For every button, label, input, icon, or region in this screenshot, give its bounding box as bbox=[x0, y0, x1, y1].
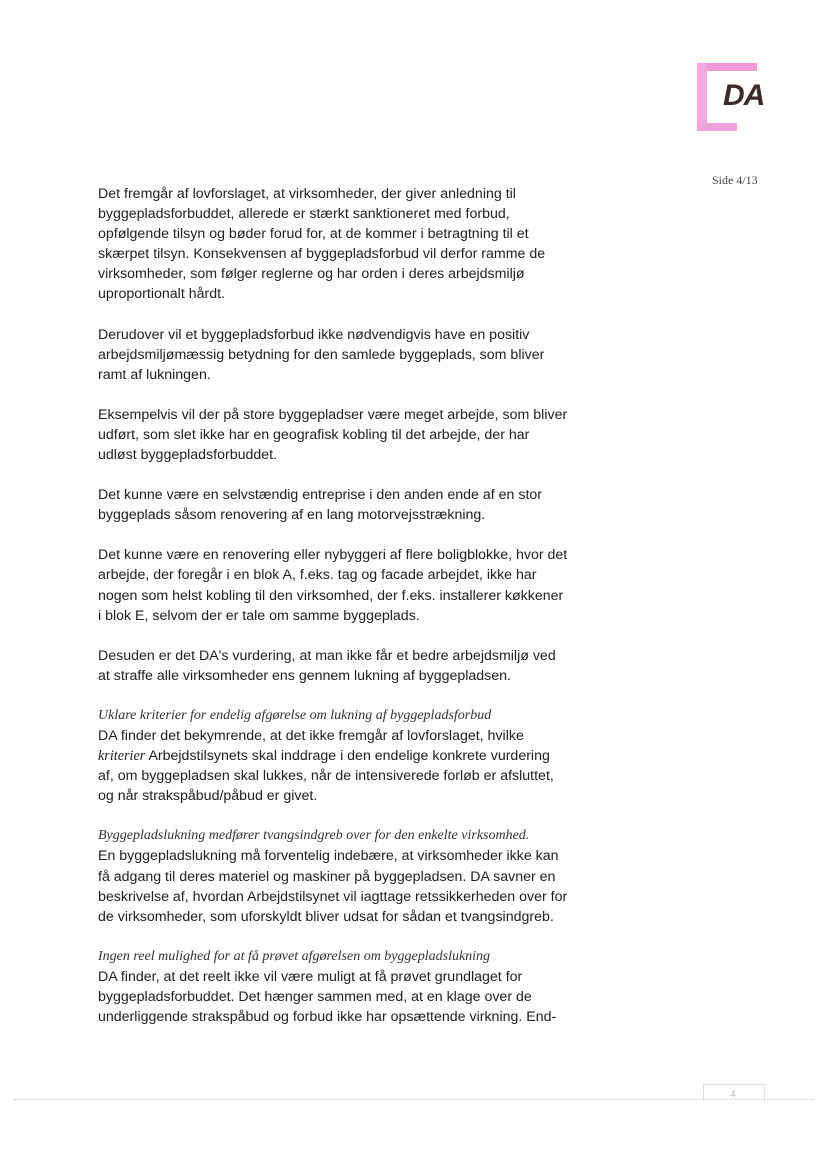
paragraph: Eksempelvis vil der på store byggepladser være meget arbejde, som bliver udført, som slet ikke har en geografisk kobling til det arbejde, der har udløst byggepladsforbuddet. bbox=[98, 406, 568, 464]
section-text: DA finder, at det reelt ikke vil være muligt at få prøvet grundlaget for byggepladsforbuddet. Det hænger sammen med, at en klage over de underliggende strakspåbud og forbud ikke har opsættende virkning. End- bbox=[98, 968, 557, 1026]
logo-frame-left bbox=[697, 63, 707, 131]
paragraph: Det kunne være en renovering eller nybyggeri af flere boligblokke, hvor det arbejde, der foregår i en blok A, f.eks. tag og facade arbejdet, ikke har nogen som helst kobling til den virksomhed, der f.eks. installerer køkkener i blok E, selvom der er tale om samme byggeplads. bbox=[98, 547, 568, 624]
section-criteria bbox=[98, 706, 568, 806]
page-label: Side 4/13 bbox=[712, 173, 758, 187]
logo-frame-bottom bbox=[697, 123, 737, 131]
document-body bbox=[98, 184, 568, 1047]
section-text: Arbejdstilsynets skal inddrage i den endelige konkrete vurdering af, om byggepladsen skal lukkes, når de intensiverede forløb er afsluttet, og når strakspåbud/påbud er givet. bbox=[98, 748, 554, 805]
company-logo bbox=[697, 63, 765, 131]
paragraph: Desuden er det DA's vurdering, at man ikke får et bedre arbejdsmiljø ved at straffe alle virksomheder ens gennem lukning af byggepladsen. bbox=[98, 647, 556, 684]
paragraph: Derudover vil et byggepladsforbud ikke nødvendigvis have en positiv arbejdsmiljømæssig betydning for den samlede byggeplads, som bliver ramt af lukningen. bbox=[98, 326, 545, 383]
logo-text: DA bbox=[723, 79, 765, 112]
footer-divider bbox=[14, 1099, 814, 1100]
section-text: En byggepladslukning må forventelig indebære, at virksomheder ikke kan få adgang til deres materiel og maskiner på byggepladsen. DA savner en beskrivelse af, hvordan Arbejdstilsynet vil iagttage retssikkerheden over for de virksomheder, som uforskyldt bliver udsat for sådan et tvangsindgreb. bbox=[98, 848, 568, 925]
paragraph: Det kunne være en selvstændig entreprise i den anden ende af en stor byggeplads såsom renovering af en lang motorvejsstrækning. bbox=[98, 487, 543, 524]
paragraph: Det fremgår af lovforslaget, at virksomheder, der giver anledning til byggepladsforbuddet, allerede er stærkt sanktioneret med forbud, opfølgende tilsyn og bøder forud for, at de kommer i betragtning til et skærpet tilsyn. Konsekvensen af byggepladsforbud vil derfor ramme de virksomheder, som følger reglerne og har orden i deres arbejdsmiljø uproportionalt hårdt. bbox=[98, 186, 546, 303]
section-appeal bbox=[98, 947, 568, 1027]
footer-page-number: 4 bbox=[730, 1088, 736, 1100]
section-coercion bbox=[98, 826, 568, 926]
section-emphasis: kriterier bbox=[98, 748, 146, 765]
section-text: DA finder det bekymrende, at det ikke fremgår af lovforslaget, hvilke bbox=[98, 727, 524, 744]
section-heading: Ingen reel mulighed for at få prøvet afgørelsen om byggepladslukning bbox=[98, 948, 491, 964]
section-heading: Uklare kriterier for endelig afgørelse om lukning af byggepladsforbud bbox=[98, 707, 492, 723]
section-heading: Byggepladslukning medfører tvangsindgreb over for den enkelte virksomhed. bbox=[98, 828, 530, 844]
